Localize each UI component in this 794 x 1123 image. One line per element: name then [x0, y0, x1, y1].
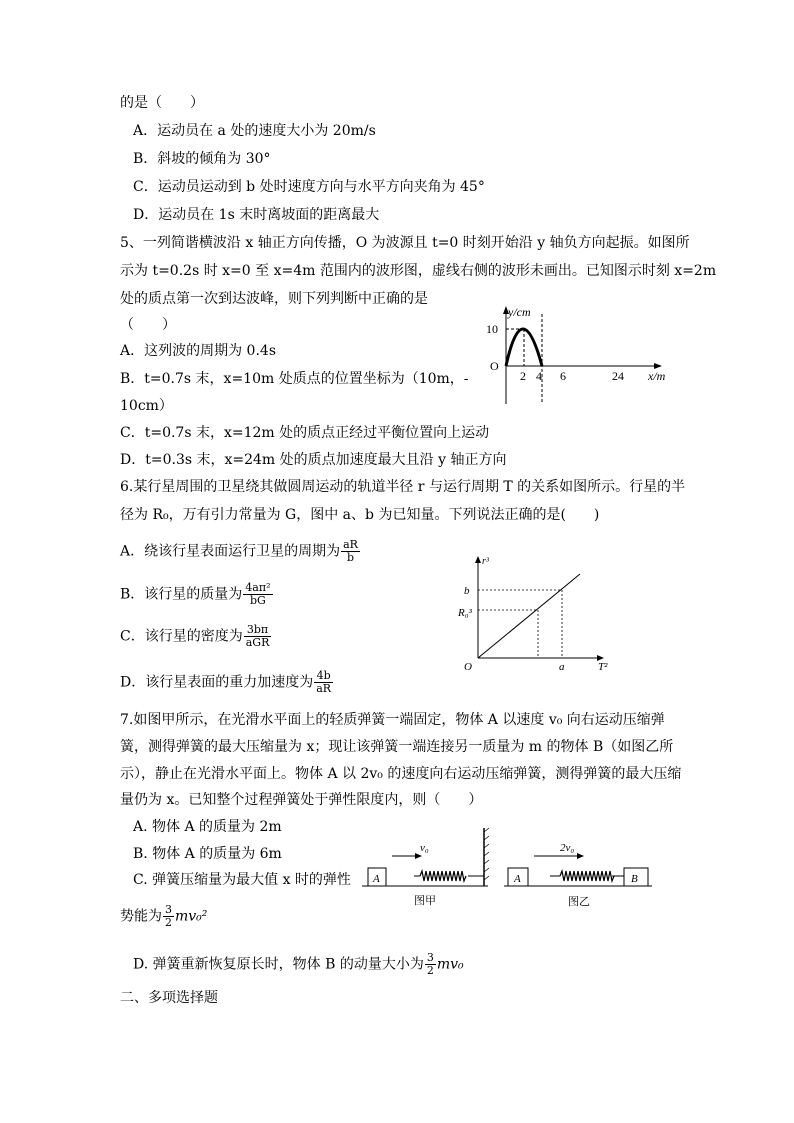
- q7-option-d-text: D. 弹簧重新恢复原长时，物体 B 的动量大小为: [133, 956, 424, 973]
- q7-option-d-tail: mv₀: [436, 956, 464, 973]
- q6-option-c-text: C．该行星的密度为: [120, 628, 243, 645]
- q5-answer-paren: （ ）: [120, 317, 176, 333]
- q5-stem-line1: 5、一列简谐横波沿 x 轴正方向传播，O 为波源且 t=0 时刻开始沿 y 轴负方向起振。如图所: [120, 235, 690, 251]
- q6-option-a-text: A．绕该行星表面运行卫星的周期为: [120, 543, 341, 560]
- q7-stem-line3: 示），静止在光滑水平面上。物体 A 以 2v₀ 的速度向右运动压缩弹簧，测得弹簧的最大压缩: [120, 766, 682, 782]
- q6-option-d-text: D．该行星表面的重力加速度为: [120, 674, 314, 691]
- q6-option-b-fraction: $\frac{\text{4aπ²}}{bG}$: [245, 581, 271, 607]
- q6-option-c: [120, 624, 272, 649]
- q7-stem-line2: 簧，测得弹簧的最大压缩量为 x；现让该弹簧一端连接另一质量为 m 的物体 B（如图乙所: [120, 739, 674, 755]
- q7-figure-jia: [362, 826, 492, 910]
- q4-option-c: C．运动员运动到 b 处时速度方向与水平方向夹角为 45°: [133, 179, 485, 195]
- q6-origin-label: O: [464, 661, 472, 673]
- q6-x-axis-label: T²: [598, 661, 608, 673]
- q7-fig1-velocity-label: v₀: [420, 842, 429, 854]
- q7-option-a: A. 物体 A 的质量为 2m: [133, 819, 282, 835]
- q7-option-c-line1: C. 弹簧压缩量为最大值 x 时的弹性: [133, 872, 351, 888]
- q7-option-c-fraction: $\frac{3}{2}$: [165, 903, 172, 929]
- q6-r3-t2-graph: [450, 548, 620, 674]
- q4-option-a: A．运动员在 a 处的速度大小为 20m/s: [133, 123, 376, 139]
- q6-y-tick-b: b: [464, 585, 470, 597]
- q7-fig1-caption: 图甲: [414, 895, 436, 907]
- q6-option-b-text: B．该行星的质量为: [120, 586, 243, 603]
- q7-option-c-text: 势能为: [120, 908, 162, 925]
- q6-stem-line2: 径为 R₀，万有引力常量为 G，图中 a、b 为已知量。下列说法正确的是( ): [120, 507, 600, 523]
- q4-option-b: B．斜坡的倾角为 30°: [133, 151, 271, 167]
- q5-y-axis-label: y/cm: [508, 305, 531, 319]
- q6-x-tick-a: a: [559, 661, 565, 673]
- q5-stem-line2: 示为 t=0.2s 时 x=0 至 x=4m 范围内的波形图，虚线右侧的波形未画出。已知图示时刻 x=2m: [120, 263, 717, 279]
- q5-option-c: C．t=0.7s 末，x=12m 处的质点正经过平衡位置向上运动: [120, 425, 490, 441]
- q6-option-d: [120, 670, 334, 695]
- q5-option-d: D．t=0.3s 末，x=24m 处的质点加速度最大且沿 y 轴正方向: [120, 452, 507, 468]
- q4-stem-tail: 的是（ ）: [120, 95, 204, 111]
- section-heading-multi-choice: 二、多项选择题: [120, 990, 218, 1006]
- q5-stem-line3: 处的质点第一次到达波峰，则下列判断中正确的是: [120, 291, 428, 307]
- q7-stem-line1: 7.如图甲所示，在光滑水平面上的轻质弹簧一端固定，物体 A 以速度 v₀ 向右运动压缩弹: [120, 712, 665, 728]
- q5-x-tick-2: 2: [520, 369, 526, 383]
- q7-fig2-block-b-label: B: [631, 873, 638, 885]
- q5-option-b-line2: 10cm）: [120, 398, 173, 414]
- q7-option-c-line2: [120, 904, 207, 929]
- q5-x-tick-6: 6: [560, 369, 566, 383]
- q5-option-b-line1: B．t=0.7s 末，x=10m 处质点的位置坐标为（10m，-: [120, 371, 469, 387]
- q7-option-d-fraction: $\frac{3}{2}$: [426, 951, 434, 977]
- q5-option-a: A．这列波的周期为 0.4s: [120, 343, 277, 359]
- q6-option-a: [120, 539, 361, 564]
- q7-option-b: B. 物体 A 的质量为 6m: [133, 846, 282, 862]
- q7-fig2-block-a-label: A: [514, 873, 521, 885]
- q6-y-axis-label: r³: [482, 556, 489, 567]
- q6-option-c-fraction: $\frac{3b\pi}{\text{aGR}}$: [245, 623, 270, 649]
- q6-stem-line1: 6.某行星周围的卫星绕其做圆周运动的轨道半径 r 与运行周期 T 的关系如图所示。行星的半: [120, 479, 686, 495]
- q5-x-axis-label: x/m: [648, 369, 666, 383]
- q5-origin-label: O: [490, 359, 499, 373]
- q5-x-tick-24: 24: [612, 369, 624, 383]
- q7-fig2-caption: 图乙: [568, 896, 590, 908]
- q6-option-a-fraction: $\frac{aR}{b}$: [343, 538, 358, 564]
- q5-x-tick-4: 4: [536, 369, 542, 383]
- q6-option-b: [120, 582, 274, 607]
- q6-y-tick-r0: R₀³: [458, 607, 472, 619]
- q7-fig1-block-a-label: A: [373, 873, 380, 885]
- q7-stem-line4: 量仍为 x。已知整个过程弹簧处于弹性限度内，则（ ）: [120, 792, 483, 808]
- q4-option-d: D．运动员在 1s 末时离坡面的距离最大: [133, 207, 380, 223]
- q6-option-d-fraction: $\frac{4b}{aR}$: [316, 669, 332, 695]
- q7-figure-yi: [504, 836, 654, 910]
- q5-y-tick: 10: [486, 322, 498, 336]
- q7-option-c-tail: mv₀²: [175, 908, 208, 925]
- q7-fig2-velocity-label: 2v₀: [560, 842, 575, 854]
- q5-wave-graph: [470, 300, 670, 410]
- q7-option-d: [133, 952, 464, 977]
